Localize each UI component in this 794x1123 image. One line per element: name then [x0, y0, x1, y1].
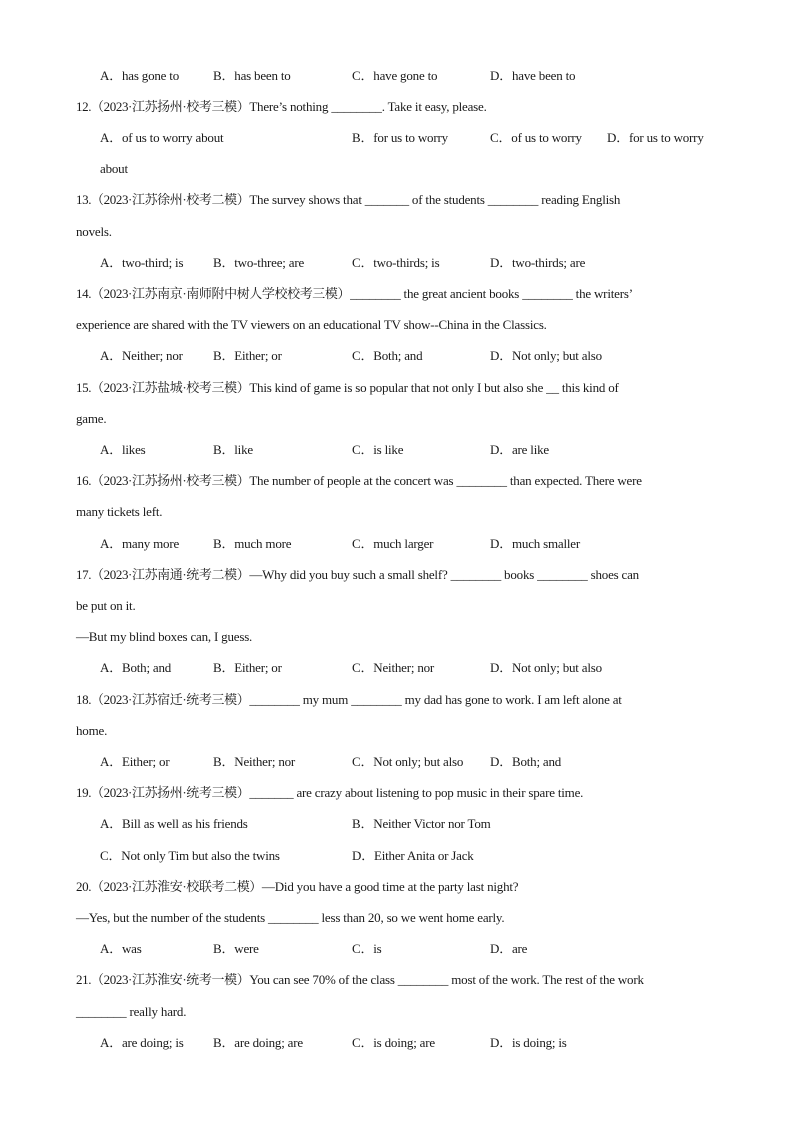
option-a: A．Both; and	[100, 660, 172, 675]
question-stem-cont: many tickets left.	[76, 504, 163, 519]
option-d: D．for us to worry	[607, 130, 704, 145]
option-b: B．much more	[213, 536, 292, 551]
question-source: 19.（2023·江苏扬州·统考三模）	[76, 785, 250, 800]
question-stem-cont: be put on it.	[76, 598, 136, 613]
question-stem: —Did you have a good time at the party last night?	[261, 879, 519, 894]
question-19	[76, 785, 583, 801]
question-stem: ________ the great ancient books ________ the writers’	[350, 286, 633, 301]
option-d: D．have been to	[490, 68, 576, 83]
option-b: B．Neither; nor	[213, 754, 296, 769]
option-c: C．of us to worry	[490, 130, 582, 145]
question-20	[76, 879, 518, 895]
option-d: D．two-thirds; are	[490, 255, 586, 270]
option-d: D．Not only; but also	[490, 660, 602, 675]
option-b: B．Neither Victor nor Tom	[352, 816, 491, 831]
question-12	[76, 99, 487, 115]
option-a: A．likes	[100, 442, 146, 457]
option-a: A．Neither; nor	[100, 348, 183, 363]
option-c: C．two-thirds; is	[352, 255, 440, 270]
question-17	[76, 567, 639, 583]
question-stem: ________ my mum ________ my dad has gone to work. I am left alone at	[249, 692, 622, 707]
question-stem: The survey shows that _______ of the students ________ reading English	[249, 192, 621, 207]
question-stem: This kind of game is so popular that not only I but also she __ this kind of	[249, 380, 619, 395]
question-stem-cont: ________ really hard.	[76, 1004, 187, 1019]
option-d: D．Either Anita or Jack	[352, 848, 474, 863]
option-d: D．Both; and	[490, 754, 562, 769]
option-b: B．are doing; are	[213, 1035, 303, 1050]
question-18	[76, 692, 622, 708]
option-b: B．has been to	[213, 68, 291, 83]
option-b: B．Either; or	[213, 348, 282, 363]
question-stem-cont: game.	[76, 411, 107, 426]
option-c: C．is doing; are	[352, 1035, 435, 1050]
option-c: C．much larger	[352, 536, 434, 551]
question-stem: _______ are crazy about listening to pop music in their spare time.	[249, 785, 584, 800]
option-a: A．Bill as well as his friends	[100, 816, 248, 831]
option-a: A．of us to worry about	[100, 130, 224, 145]
question-source: 16.（2023·江苏扬州·校考三模）	[76, 473, 250, 488]
option-b: B．two-three; are	[213, 255, 305, 270]
option-c: C．Both; and	[352, 348, 423, 363]
question-source: 15.（2023·江苏盐城·校考三模）	[76, 380, 250, 395]
question-stem: —Why did you buy such a small shelf? ________ books ________ shoes can	[249, 567, 639, 582]
question-15	[76, 380, 619, 396]
question-stem: The number of people at the concert was ________ than expected. There were	[249, 473, 642, 488]
option-a: A．two-third; is	[100, 255, 184, 270]
option-c: C．Not only; but also	[352, 754, 464, 769]
option-d: D．are like	[490, 442, 550, 457]
question-source: 17.（2023·江苏南通·统考二模）	[76, 567, 250, 582]
question-stem: There’s nothing ________. Take it easy, please.	[249, 99, 487, 114]
question-source: 21.（2023·江苏淮安·统考一模）	[76, 972, 250, 987]
option-b: B．for us to worry	[352, 130, 448, 145]
question-source: 14.（2023·江苏南京·南师附中树人学校校考三模）	[76, 286, 351, 301]
option-d: D．is doing; is	[490, 1035, 567, 1050]
option-a: A．Either; or	[100, 754, 170, 769]
question-stem-cont: experience are shared with the TV viewers on an educational TV show--China in the Classics.	[76, 317, 547, 332]
question-stem-cont: novels.	[76, 224, 112, 239]
option-b: B．like	[213, 442, 253, 457]
question-stem-cont: home.	[76, 723, 108, 738]
question-16	[76, 473, 642, 489]
option-c: C．Not only Tim but also the twins	[100, 848, 280, 863]
question-14	[76, 286, 633, 302]
option-b: B．Either; or	[213, 660, 282, 675]
question-stem-cont: —But my blind boxes can, I guess.	[76, 629, 253, 644]
option-c: C．is like	[352, 442, 404, 457]
question-13	[76, 192, 620, 208]
option-c: C．have gone to	[352, 68, 438, 83]
question-stem-cont: —Yes, but the number of the students ________ less than 20, so we went home early.	[76, 910, 505, 925]
question-source: 13.（2023·江苏徐州·校考二模）	[76, 192, 250, 207]
question-stem: You can see 70% of the class ________ most of the work. The rest of the work	[249, 972, 644, 987]
option-b: B．were	[213, 941, 259, 956]
option-d: D．much smaller	[490, 536, 580, 551]
question-source: 20.（2023·江苏淮安·校联考二模）	[76, 879, 262, 894]
question-21	[76, 972, 644, 988]
option-a: A．was	[100, 941, 142, 956]
option-wrap: about	[100, 161, 128, 176]
option-a: A．many more	[100, 536, 180, 551]
option-d: D．Not only; but also	[490, 348, 602, 363]
option-c: C．Neither; nor	[352, 660, 435, 675]
question-source: 18.（2023·江苏宿迁·统考三模）	[76, 692, 250, 707]
option-a: A．are doing; is	[100, 1035, 184, 1050]
option-d: D．are	[490, 941, 528, 956]
option-a: A．has gone to	[100, 68, 179, 83]
question-source: 12.（2023·江苏扬州·校考三模）	[76, 99, 250, 114]
option-c: C．is	[352, 941, 382, 956]
